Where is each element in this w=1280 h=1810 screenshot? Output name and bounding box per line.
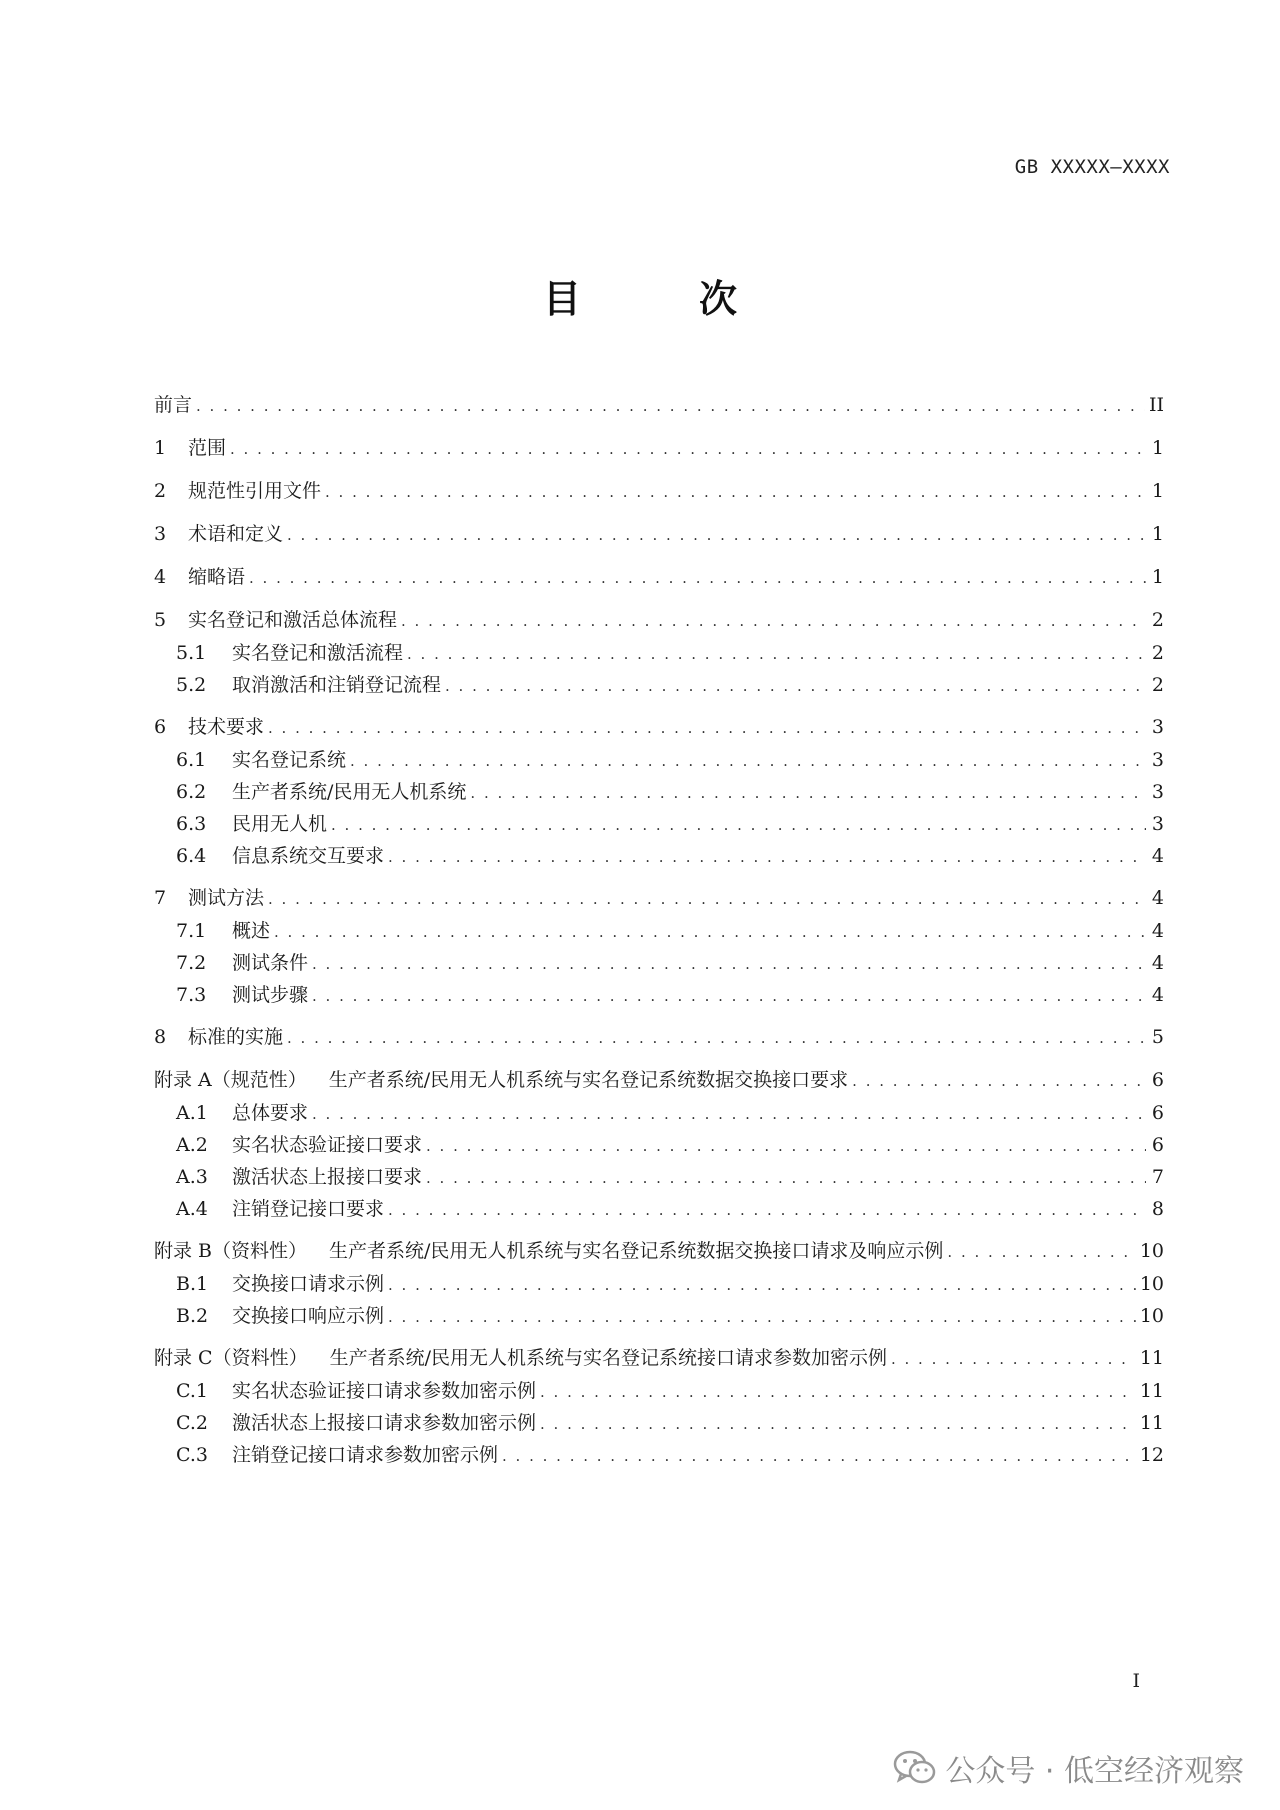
dot-leader [268, 882, 1146, 916]
toc-entry[interactable] [154, 1341, 1164, 1375]
toc-entry-text: 激活状态上报接口请求参数加密示例 [232, 1412, 537, 1434]
toc-entry-text: 激活状态上报接口要求 [232, 1166, 423, 1188]
toc-entry-number: 2 [154, 480, 167, 502]
dot-leader [426, 1162, 1146, 1194]
toc-entry-page: 1 [1151, 523, 1164, 545]
toc-entry-label [176, 1268, 384, 1300]
toc-entry-text: 实名登记和激活流程 [232, 642, 404, 664]
toc-entry-label [176, 1439, 498, 1471]
toc-entry-text: 民用无人机 [232, 813, 328, 835]
toc-entry-text: 生产者系统/民用无人机系统 [232, 781, 467, 803]
toc-subentry[interactable] [154, 1439, 1164, 1471]
toc-entry-number: 7 [154, 887, 167, 909]
toc-entry-label [154, 881, 264, 915]
toc-entry-number: 6.4 [176, 845, 207, 867]
toc-entry-text: 测试步骤 [232, 984, 309, 1006]
dot-leader [350, 745, 1146, 777]
toc-entry-page: 4 [1151, 984, 1164, 1006]
toc-entry[interactable] [154, 517, 1164, 551]
toc-entry[interactable] [154, 474, 1164, 508]
toc-entry-number: 1 [154, 437, 167, 459]
wechat-icon [893, 1749, 937, 1787]
toc-entry-page: 1 [1151, 566, 1164, 588]
toc-entry-text: 规范性引用文件 [188, 480, 322, 502]
toc-subentry[interactable] [154, 915, 1164, 947]
dot-leader [401, 604, 1146, 638]
dot-leader [407, 638, 1146, 670]
dot-leader [268, 711, 1146, 745]
dot-leader [287, 1021, 1146, 1055]
dot-leader [312, 948, 1146, 980]
toc-entry-label [176, 1129, 422, 1161]
toc-entry[interactable] [154, 1063, 1164, 1097]
toc-entry-label [176, 915, 270, 947]
toc-entry-number: 7.3 [176, 984, 207, 1006]
toc-entry[interactable] [154, 710, 1164, 744]
dot-leader [325, 475, 1146, 509]
toc-entry-label [176, 669, 441, 701]
toc-entry-text: 交换接口请求示例 [232, 1273, 385, 1295]
toc-subentry[interactable] [154, 637, 1164, 669]
toc-subentry[interactable] [154, 1193, 1164, 1225]
toc-entry-page: 12 [1139, 1444, 1164, 1466]
toc-entry[interactable] [154, 431, 1164, 465]
dot-leader [502, 1440, 1136, 1472]
toc-entry-page: 8 [1151, 1198, 1164, 1220]
toc-entry-number: 附录 B（资料性） [154, 1240, 308, 1262]
toc-subentry[interactable] [154, 1407, 1164, 1439]
dot-leader [540, 1408, 1136, 1440]
toc-entry-page: 4 [1151, 952, 1164, 974]
toc-entry-page: 5 [1151, 1026, 1164, 1048]
toc-entry-label [176, 1407, 536, 1439]
toc-subentry[interactable] [154, 1161, 1164, 1193]
toc-entry-text: 信息系统交互要求 [232, 845, 385, 867]
toc-entry-number: 附录 C（资料性） [154, 1347, 308, 1369]
toc-entry[interactable] [154, 1020, 1164, 1054]
toc-entry-text: 取消激活和注销登记流程 [232, 674, 442, 696]
dot-leader [426, 1130, 1146, 1162]
dot-leader [388, 1269, 1136, 1301]
toc-entry[interactable] [154, 560, 1164, 594]
toc-entry-text: 交换接口响应示例 [232, 1305, 385, 1327]
toc-entry-number: A.1 [176, 1102, 208, 1124]
toc-entry-page: II [1148, 394, 1164, 416]
toc-entry-page: 10 [1139, 1273, 1164, 1295]
toc-entry-number: C.1 [176, 1380, 208, 1402]
toc-entry-number: 6.1 [176, 749, 207, 771]
toc-entry-page: 4 [1151, 920, 1164, 942]
toc-entry-number: B.2 [176, 1305, 209, 1327]
toc-entry-text: 生产者系统/民用无人机系统与实名登记系统数据交换接口要求 [328, 1069, 849, 1091]
toc-entry-page: 1 [1151, 480, 1164, 502]
toc-entry-number: A.4 [176, 1198, 208, 1220]
toc-entry-number: B.1 [176, 1273, 209, 1295]
toc-entry-page: 6 [1151, 1134, 1164, 1156]
toc-subentry[interactable] [154, 1129, 1164, 1161]
toc-entry-label [154, 1234, 943, 1268]
toc-entry-label [154, 388, 192, 422]
toc-entry-text: 测试方法 [188, 887, 265, 909]
toc-entry-label [176, 840, 384, 872]
toc-entry-text: 标准的实施 [188, 1026, 284, 1048]
toc-subentry[interactable] [154, 744, 1164, 776]
toc-entry-number: C.2 [176, 1412, 208, 1434]
toc-entry-text: 实名登记系统 [232, 749, 347, 771]
dot-leader [249, 561, 1146, 595]
toc-entry-page: 3 [1151, 749, 1164, 771]
toc-entry-text: 范围 [188, 437, 227, 459]
toc-subentry[interactable] [154, 947, 1164, 979]
toc-entry-page: 7 [1151, 1166, 1164, 1188]
toc-entry-label [176, 776, 466, 808]
toc-entry-label [176, 979, 308, 1011]
page-number: I [1132, 1670, 1140, 1692]
toc-subentry[interactable] [154, 776, 1164, 808]
toc-entry-number: 6.2 [176, 781, 207, 803]
watermark [893, 1746, 1244, 1790]
toc-subentry[interactable] [154, 1300, 1164, 1332]
toc-entry-page: 2 [1151, 674, 1164, 696]
toc-entry[interactable] [154, 881, 1164, 915]
table-of-contents [154, 388, 1164, 1471]
toc-entry-text: 术语和定义 [188, 523, 284, 545]
toc-entry-label [176, 1375, 536, 1407]
toc-entry-text: 技术要求 [188, 716, 265, 738]
toc-entry-page: 3 [1151, 813, 1164, 835]
toc-entry-page: 2 [1151, 609, 1164, 631]
toc-entry-label [154, 431, 226, 465]
toc-entry-number: 4 [154, 566, 167, 588]
dot-leader [891, 1342, 1136, 1376]
toc-entry-number: 6 [154, 716, 167, 738]
toc-subentry[interactable] [154, 1375, 1164, 1407]
toc-entry-page: 1 [1151, 437, 1164, 459]
toc-entry-number: 6.3 [176, 813, 207, 835]
toc-entry-number: C.3 [176, 1444, 208, 1466]
toc-entry-text: 测试条件 [232, 952, 309, 974]
toc-entry[interactable] [154, 388, 1164, 422]
toc-entry-page: 4 [1151, 887, 1164, 909]
toc-entry-label [154, 517, 283, 551]
toc-entry-page: 4 [1151, 845, 1164, 867]
toc-entry-label [154, 1063, 848, 1097]
dot-leader [196, 389, 1145, 423]
toc-entry-number: 3 [154, 523, 167, 545]
toc-subentry[interactable] [154, 669, 1164, 701]
dot-leader [388, 841, 1146, 873]
toc-entry-number: A.2 [176, 1134, 208, 1156]
document-code: GB XXXXX—XXXX [1014, 156, 1170, 178]
dot-leader [445, 670, 1146, 702]
toc-entry-label [154, 1341, 887, 1375]
toc-entry-page: 6 [1151, 1069, 1164, 1091]
toc-subentry[interactable] [154, 808, 1164, 840]
toc-entry-text: 总体要求 [232, 1102, 309, 1124]
toc-entry-page: 3 [1151, 716, 1164, 738]
toc-entry-page: 10 [1139, 1305, 1164, 1327]
toc-entry-label [176, 1097, 308, 1129]
toc-entry-label [176, 637, 403, 669]
dot-leader [852, 1064, 1146, 1098]
dot-leader [947, 1235, 1135, 1269]
toc-entry-label [154, 603, 397, 637]
toc-entry-page: 3 [1151, 781, 1164, 803]
toc-entry-text: 注销登记接口要求 [232, 1198, 385, 1220]
toc-entry-number: 5.1 [176, 642, 207, 664]
dot-leader [287, 518, 1146, 552]
toc-subentry[interactable] [154, 840, 1164, 872]
dot-leader [312, 1098, 1146, 1130]
toc-entry-label [176, 744, 346, 776]
toc-entry-page: 10 [1139, 1240, 1164, 1262]
toc-entry-page: 11 [1139, 1380, 1164, 1402]
toc-entry-text: 实名状态验证接口要求 [232, 1134, 423, 1156]
toc-entry-text: 缩略语 [188, 566, 246, 588]
toc-entry-number: 附录 A（规范性） [154, 1069, 307, 1091]
dot-leader [388, 1301, 1136, 1333]
toc-subentry[interactable] [154, 1097, 1164, 1129]
toc-entry-page: 11 [1139, 1347, 1164, 1369]
dot-leader [230, 432, 1146, 466]
dot-leader [312, 980, 1146, 1012]
watermark-text: 公众号 · 低空经济观察 [945, 1754, 1244, 1789]
toc-entry-text: 注销登记接口请求参数加密示例 [232, 1444, 499, 1466]
dot-leader [388, 1194, 1146, 1226]
dot-leader [470, 777, 1146, 809]
toc-entry-number: 7.2 [176, 952, 207, 974]
toc-entry[interactable] [154, 1234, 1164, 1268]
toc-entry-number: A.3 [176, 1166, 208, 1188]
toc-entry-text: 生产者系统/民用无人机系统与实名登记系统接口请求参数加密示例 [329, 1347, 887, 1369]
toc-entry-number: 8 [154, 1026, 167, 1048]
page-title: 目 次 [542, 277, 777, 321]
toc-entry-label [176, 1300, 384, 1332]
toc-entry-text: 前言 [154, 394, 193, 416]
dot-leader [331, 809, 1146, 841]
toc-entry-label [154, 710, 264, 744]
toc-entry-number: 5 [154, 609, 167, 631]
toc-entry-text: 生产者系统/民用无人机系统与实名登记系统数据交换接口请求及响应示例 [329, 1240, 944, 1262]
toc-subentry[interactable] [154, 1268, 1164, 1300]
toc-entry-label [154, 474, 321, 508]
toc-subentry[interactable] [154, 979, 1164, 1011]
toc-entry-label [154, 560, 245, 594]
toc-entry[interactable] [154, 603, 1164, 637]
toc-entry-label [176, 1193, 384, 1225]
toc-entry-text: 实名状态验证接口请求参数加密示例 [232, 1380, 537, 1402]
toc-entry-page: 6 [1151, 1102, 1164, 1124]
toc-entry-number: 5.2 [176, 674, 207, 696]
toc-entry-text: 实名登记和激活总体流程 [188, 609, 398, 631]
toc-entry-text: 概述 [232, 920, 271, 942]
toc-entry-label [176, 808, 327, 840]
toc-entry-number: 7.1 [176, 920, 207, 942]
toc-entry-page: 2 [1151, 642, 1164, 664]
dot-leader [540, 1376, 1136, 1408]
toc-entry-label [176, 1161, 422, 1193]
dot-leader [274, 916, 1146, 948]
toc-entry-label [154, 1020, 283, 1054]
toc-entry-label [176, 947, 308, 979]
toc-entry-page: 11 [1139, 1412, 1164, 1434]
